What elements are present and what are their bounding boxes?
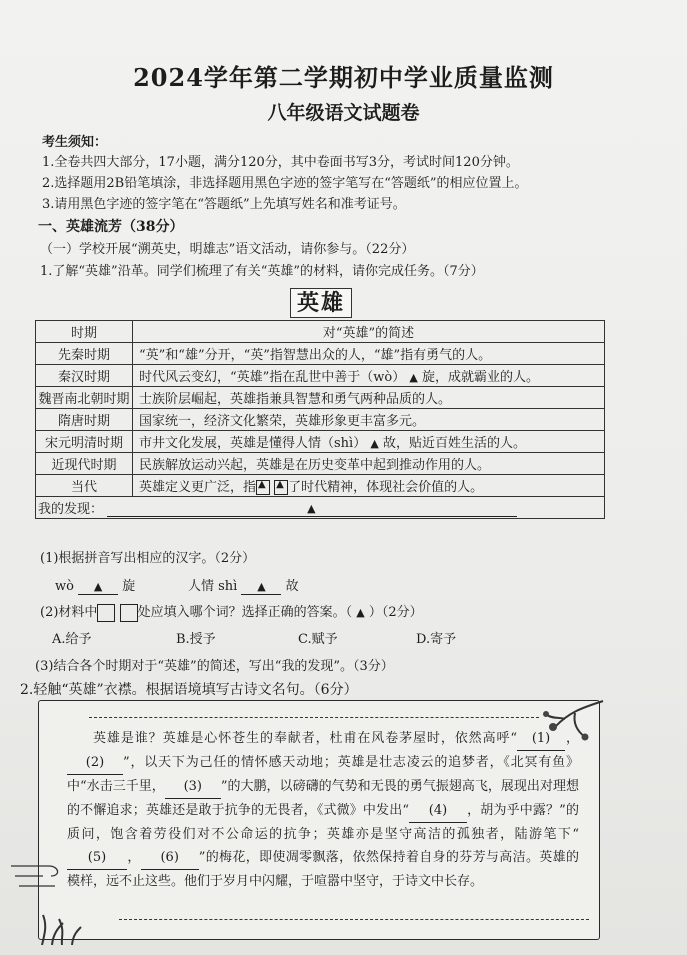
exam-title: 2024学年第二学期初中学业质量监测 (133, 63, 554, 92)
exam-subtitle: 八年级语文试题卷 (267, 102, 420, 124)
answer-triangle-icon: ▲ (370, 437, 379, 450)
table-row (36, 343, 605, 365)
desc-part: 英雄定义更广泛，指 (139, 480, 257, 495)
heroes-badge: 英雄 (290, 288, 352, 318)
period-cell: 魏晋南北朝时期 (36, 387, 133, 409)
pinyin-item-2 (188, 575, 299, 595)
blank-square (97, 604, 115, 622)
description-cell: 民族解放运动兴起，英雄是在历史变革中起到推动作用的人。 (133, 453, 605, 475)
table-row (36, 409, 605, 431)
passage-seg: ， (565, 731, 579, 746)
description-cell (133, 431, 605, 453)
part-heading: （一）学校开展“溯英史，明雄志”语文活动，请你参与。（22分） (40, 242, 415, 257)
pinyin-text: wò (55, 579, 74, 594)
sub-question-1: (1)根据拼音写出相应的汉字。（2分） (40, 551, 256, 566)
pinyin-text: 旋 (122, 579, 136, 594)
answer-box[interactable] (274, 480, 288, 495)
blank-4[interactable]: (4) (409, 799, 467, 823)
header-period: 时期 (36, 321, 133, 343)
discovery-row (36, 497, 605, 519)
sub-question-2 (40, 601, 423, 622)
option-a[interactable]: A.给予 (52, 632, 92, 647)
answer-triangle-icon: ▲ (93, 580, 103, 593)
pinyin-item-1 (55, 575, 135, 595)
divider (119, 919, 589, 920)
answer-triangle-icon: ▲ (257, 580, 266, 593)
description-cell: “英”和“雄”分开，“英”指智慧出众的人，“雄”指有勇气的人。 (133, 343, 605, 365)
answer-triangle-icon: ▲ (356, 606, 365, 619)
answer-triangle-icon: ▲ (307, 502, 316, 515)
period-cell: 隋唐时期 (36, 409, 133, 431)
hero-periods-table (35, 320, 605, 519)
passage-seg: ”的梅花，即使凋零飘落，依然保持着自身的芬芳与高洁。英雄的模样，远不止这些。他们于岁月中闪耀，于喧嚣中坚守，于诗文中长存。 (67, 850, 579, 889)
notice-item-3: 3.请用黑色字迹的签字笔在“答题纸”上先填写姓名和准考证号。 (42, 197, 406, 212)
answer-triangle-icon: ▲ (276, 479, 284, 490)
period-cell: 近现代时期 (36, 453, 133, 475)
table-row (36, 387, 605, 409)
passage-seg: ”，以天下为己任的情怀感天动地；英雄是壮志凌云的追梦者，《北冥有鱼》中“水击三千里， (67, 755, 579, 794)
cloud-swirl-icon (9, 856, 69, 896)
answer-triangle-icon: ▲ (409, 371, 418, 384)
divider (89, 717, 539, 718)
blank-5[interactable]: (5) (67, 846, 127, 870)
option-c[interactable]: C.赋予 (298, 632, 338, 647)
grass-icon (37, 905, 97, 945)
passage-seg: ， (127, 850, 141, 865)
passage-seg: 英雄是谁？英雄是心怀苍生的奉献者，杜甫在风卷茅屋时，依然高呼“ (93, 731, 518, 746)
description-cell (133, 475, 605, 497)
answer-triangle-icon: ▲ (258, 479, 266, 490)
discovery-cell (36, 497, 605, 519)
period-cell: 当代 (36, 475, 133, 497)
desc-part: 了时代精神，体现社会价值的人。 (288, 480, 484, 495)
discovery-label: 我的发现： (38, 502, 104, 517)
blank-2[interactable]: (2) (67, 751, 123, 775)
sub-question-3: (3)结合各个时期对于“英雄”的简述，写出“我的发现”。（3分） (35, 659, 394, 674)
option-d[interactable]: D.寄予 (416, 632, 457, 647)
period-cell: 先秦时期 (36, 343, 133, 365)
notice-item-1: 1.全卷共四大部分，17小题，满分120分，其中卷面书写3分，考试时间120分钟。 (42, 155, 519, 170)
desc-part: 旋，成就霸业的人。 (422, 370, 540, 385)
blank-3[interactable]: (3) (165, 775, 221, 799)
q-text: 处应填入哪个词？选择正确的答案。（ (137, 605, 353, 620)
question-1: 1.了解“英雄”沿革。同学们梳理了有关“英雄”的材料，请你完成任务。（7分） (40, 264, 484, 279)
desc-part: 故，贴近百姓生活的人。 (382, 436, 526, 451)
passage-text (67, 727, 579, 893)
table-row (36, 453, 605, 475)
desc-part: 时代风云变幻，“英雄”指在乱世中善于（wò） (139, 370, 406, 385)
section-heading: 一、英雄流芳（38分） (38, 219, 184, 235)
header-description: 对“英雄”的简述 (133, 321, 605, 343)
desc-part: 市井文化发展，英雄是懂得人情（shì） (139, 436, 367, 451)
description-cell: 国家统一，经济文化繁荣，英雄形象更丰富多元。 (133, 409, 605, 431)
description-cell: 士族阶层崛起，英雄指兼具智慧和勇气两种品质的人。 (133, 387, 605, 409)
passage-seg: ”的大鹏，以磅礴的气势和无畏的勇气振翅高飞，展现出对理想的不懈追求；英雄还是敢于抗争的无畏者，《式微》中发出“ (67, 779, 579, 818)
blank-square (120, 604, 138, 622)
discovery-answer-line[interactable] (107, 504, 517, 517)
period-cell: 宋元明清时期 (36, 431, 133, 453)
answer-blank[interactable] (78, 579, 118, 595)
option-b[interactable]: B.授予 (176, 632, 216, 647)
blank-6[interactable]: (6) (141, 846, 199, 870)
question-2: 2.轻触“英雄”衣襟。根据语境填写古诗文名句。（6分） (20, 682, 358, 698)
pinyin-text: 人情 shì (188, 579, 238, 594)
description-cell (133, 365, 605, 387)
table-row (36, 365, 605, 387)
answer-box[interactable] (256, 480, 270, 495)
notice-item-2: 2.选择题用2B铅笔填涂，非选择题用黑色字迹的签字笔写在“答题纸”的相应位置上。 (42, 176, 528, 191)
poem-passage-box (38, 700, 600, 940)
table-row (36, 431, 605, 453)
table-row (36, 475, 605, 497)
pinyin-text: 故 (285, 579, 299, 594)
answer-blank[interactable] (241, 579, 281, 595)
q-text: ）（2分） (368, 605, 423, 620)
blank-1[interactable]: (1) (517, 727, 565, 751)
q-text: (2)材料中 (40, 605, 98, 620)
passage-seg: ，胡为乎中露？”的质问，饱含着劳役们对不公命运的抗争；英雄亦是坚守高洁的孤独者，陆游笔下“ (67, 803, 579, 842)
period-cell: 秦汉时期 (36, 365, 133, 387)
notice-heading: 考生须知： (42, 135, 108, 150)
